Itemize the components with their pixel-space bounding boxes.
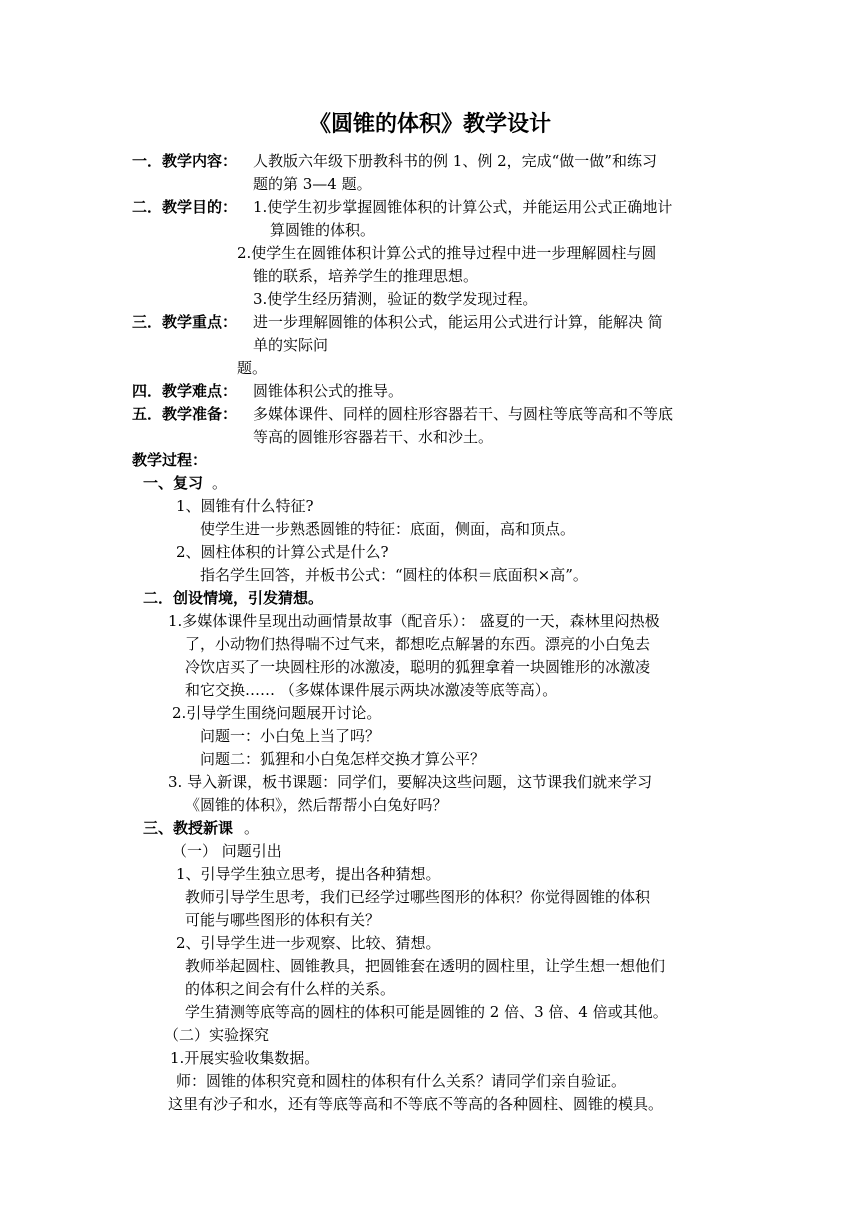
goal-item-1: 1.使学生初步掌握圆锥体积的计算公式，并能运用公式正确地计 — [253, 198, 673, 216]
process-heading: 教学过程： — [132, 451, 208, 469]
scene-item-3-cont: 《圆锥的体积》，然后帮帮小白兔好吗？ — [185, 796, 448, 814]
part-1-item-2-text: 教师举起圆柱、圆锥教具，把圆锥套在透明的圆柱里，让学生想一想他们 — [185, 957, 666, 975]
part-1-item-2: 2、引导学生进一步观察、比较、猜想。 — [176, 934, 441, 952]
scene-item-1-cont: 了，小动物们热得喘不过气来，都想吃点解暑的东西。漂亮的小白兔去 — [185, 635, 651, 653]
scene-question-1: 问题一：小白兔上当了吗？ — [200, 727, 381, 745]
part-1-item-1: 1、引导学生独立思考，提出各种猜想。 — [176, 865, 441, 883]
content-label: 一．教学内容： — [132, 152, 238, 170]
scene-item-1: 1.多媒体课件呈现出动画情景故事（配音乐）： 盛夏的一天，森林里闷热极 — [168, 612, 660, 630]
content-text: 人教版六年级下册教科书的例 1、例 2，完成“做一做”和练习 — [253, 152, 657, 170]
prep-text: 多媒体课件、同样的圆柱形容器若干、与圆柱等底等高和不等底 — [253, 405, 674, 423]
goal-item-1-cont: 算圆锥的体积。 — [270, 221, 376, 239]
part-1-item-1-text: 教师引导学生思考，我们已经学过哪些图形的体积？你觉得圆锥的体积 — [185, 888, 651, 906]
goal-item-3: 3.使学生经历猜测，验证的数学发现过程。 — [253, 290, 538, 308]
goal-item-2: 2.使学生在圆锥体积计算公式的推导过程中进一步理解圆柱与圆 — [237, 244, 657, 262]
goal-item-2-cont: 锥的联系，培养学生的推理思想。 — [253, 267, 479, 285]
part-1-item-2-text-cont: 的体积之间会有什么样的关系。 — [185, 980, 396, 998]
part-2-heading: （二）实验探究 — [164, 1026, 270, 1044]
review-question-2: 2、圆柱体积的计算公式是什么? — [176, 543, 389, 561]
part-2-text-1: 师：圆锥的体积究竟和圆柱的体积有什么关系？请同学们亲自验证。 — [176, 1072, 627, 1090]
prep-text-cont: 等高的圆锥形容器若干、水和沙土。 — [253, 428, 494, 446]
part-2-text-2: 这里有沙子和水，还有等底等高和不等底不等高的各种圆柱、圆锥的模具。 — [168, 1095, 664, 1113]
scene-item-1-cont-2: 冷饮店买了一块圆柱形的冰激凌，聪明的狐狸拿着一块圆锥形的冰激凌 — [185, 658, 651, 676]
review-heading: 一、复习 — [143, 474, 204, 492]
part-1-item-1-text-cont: 可能与哪些图形的体积有关？ — [185, 911, 381, 929]
review-answer-2: 指名学生回答，并板书公式：“圆柱的体积＝底面积×高”。 — [200, 566, 588, 584]
review-answer-1: 使学生进一步熟悉圆锥的特征：底面，侧面，高和顶点。 — [200, 520, 576, 538]
part-1-heading: （一） 问题引出 — [172, 842, 282, 860]
review-question-1: 1、圆锥有什么特征? — [176, 497, 314, 515]
scene-item-3: 3. 导入新课，板书课题：同学们，要解决这些问题，这节课我们就来学习 — [168, 773, 653, 791]
scene-question-2: 问题二：狐狸和小白兔怎样交换才算公平？ — [200, 750, 486, 768]
part-1-item-2-text-cont-2: 学生猜测等底等高的圆柱的体积可能是圆锥的 2 倍、3 倍、4 倍或其他。 — [185, 1003, 668, 1021]
key-label: 三．教学重点： — [132, 313, 238, 331]
scene-item-1-cont-3: 和它交换…… （多媒体课件展示两块冰激凌等底等高）。 — [185, 681, 558, 699]
goal-label: 二．教学目的： — [132, 198, 238, 216]
key-text-cont-2: 题。 — [237, 359, 268, 377]
teach-heading: 三、教授新课 — [143, 819, 234, 837]
review-heading-dot: 。 — [212, 474, 228, 492]
page-title: 《圆锥的体积》教学设计 — [308, 112, 551, 137]
content-text-cont: 题的第 3—4 题。 — [253, 175, 372, 193]
teach-heading-dot: 。 — [244, 819, 260, 837]
key-text-cont: 单的实际问 — [253, 336, 329, 354]
prep-label: 五．教学准备： — [132, 405, 238, 423]
part-2-item-1: 1.开展实验收集数据。 — [170, 1049, 320, 1067]
scene-item-2: 2.引导学生围绕问题展开讨论。 — [172, 704, 382, 722]
scene-heading: 二．创设情境，引发猜想。 — [143, 589, 324, 607]
difficulty-label: 四．教学难点： — [132, 382, 238, 400]
key-text: 进一步理解圆锥的体积公式，能运用公式进行计算，能解决 简 — [253, 313, 663, 331]
difficulty-text: 圆锥体积公式的推导。 — [253, 382, 404, 400]
